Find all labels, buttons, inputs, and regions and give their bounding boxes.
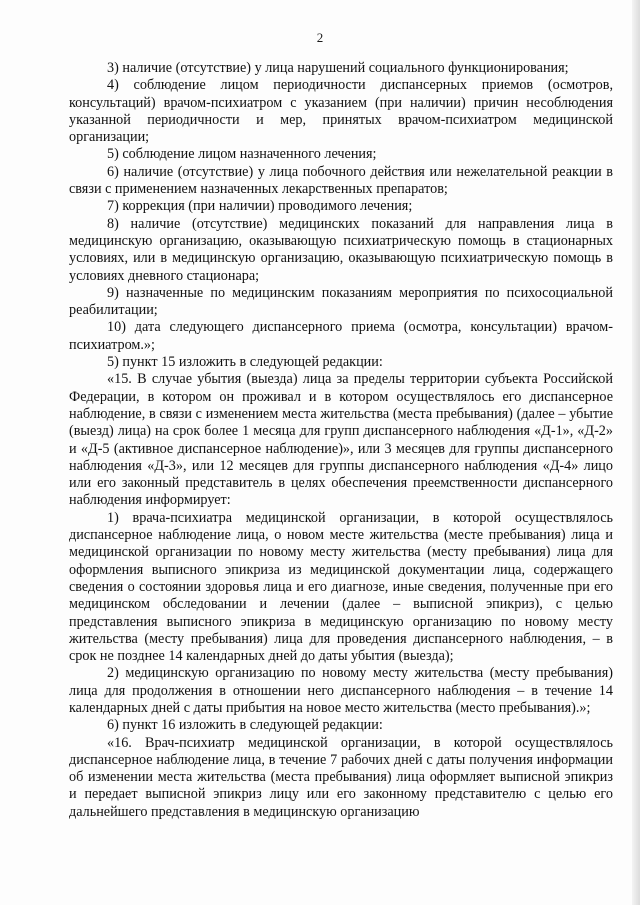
paragraph-item-6: 6) наличие (отсутствие) у лица побочного действия или нежелательной реакции в связи с применением назначенных лекарственных препаратов; <box>69 163 613 198</box>
clause-15-item-2: 2) медицинскую организацию по новому месту жительства (месту пребывания) лица для продолжения в отношении него диспансерного наблюдения – в течение 14 календарных дней с даты прибытия на новое место жительства (место пребывания).»; <box>69 665 613 716</box>
clause-15-item-1: 1) врача-психиатра медицинской организации, в которой осуществлялось диспансерное наблюдение лица, о новом месте жительства (месте пребывания) лица и медицинской организации по новому месту жительства (месту пребывания) лица для оформления выписного эпикриза из медицинской документации лица, содержащего сведения о состоянии здоровья лица и его диагнозе, иные сведения, полученные при его медицинском обследовании и лечении (далее – выписной эпикриз), с целью представления выписного эпикриза в медицинскую организацию по новому месту жительства (месту пребывания) лица для проведения диспансерного наблюдения, – в срок не позднее 14 календарных дней до даты убытия (выезда); <box>69 509 613 665</box>
paragraph-item-9: 9) назначенные по медицинским показаниям мероприятия по психосоциальной реабилитации; <box>69 284 613 319</box>
paragraph-item-5: 5) соблюдение лицом назначенного лечения; <box>107 146 377 163</box>
amendment-5-heading: 5) пункт 15 изложить в следующей редакции: <box>107 354 383 371</box>
paragraph-item-3: 3) наличие (отсутствие) у лица нарушений социального функционирования; <box>107 60 569 76</box>
page-edge-shadow <box>632 0 640 905</box>
clause-16-text: «16. Врач-психиатр медицинской организации, в которой осуществлялось диспансерное наблюдение лица, в течение 7 рабочих дней с даты получения информации об изменении места жительства (места пребывания) лица оформляет выписной эпикриз и передает выписной эпикриз лицу или его законному представителю с целью его дальнейшего представления в медицинскую организацию <box>69 734 613 820</box>
paragraph-item-4: 4) соблюдение лицом периодичности диспансерных приемов (осмотров, консультаций) врачом-психиатром с указанием (при наличии) причин несоблюдения указанной периодичности и мер, принятых врачом-психиатром медицинской организации; <box>69 77 613 146</box>
paragraph-item-8: 8) наличие (отсутствие) медицинских показаний для направления лица в медицинскую организацию, оказывающую психиатрическую помощь в стационарных условиях, или в медицинскую организацию, оказывающую психиатрическую помощь в условиях дневного стационара; <box>69 215 613 284</box>
page-number: 2 <box>316 30 324 45</box>
clause-15-text: «15. В случае убытия (выезда) лица за пределы территории субъекта Российской Федерации, в котором он проживал и в котором осуществлялось его диспансерное наблюдение, в связи с изменением места жительства (места пребывания) (далее – убытие (выезд) лица) на срок более 1 месяца для групп диспансерного наблюдения «Д-1», «Д-2» и «Д-5 (активное диспансерное наблюдение)», или 3 месяцев для группы диспансерного наблюдения «Д-3», или 12 месяцев для группы диспансерного наблюдения «Д-4» лицо или его законный представитель в целях обеспечения преемственности диспансерного наблюдения информирует: <box>69 371 613 509</box>
document-body <box>69 60 613 821</box>
paragraph-item-7: 7) коррекция (при наличии) проводимого лечения; <box>107 198 413 215</box>
paragraph-item-10: 10) дата следующего диспансерного приема (осмотра, консультации) врачом-психиатром.»; <box>69 319 613 353</box>
amendment-6-heading: 6) пункт 16 изложить в следующей редакции: <box>107 717 383 734</box>
